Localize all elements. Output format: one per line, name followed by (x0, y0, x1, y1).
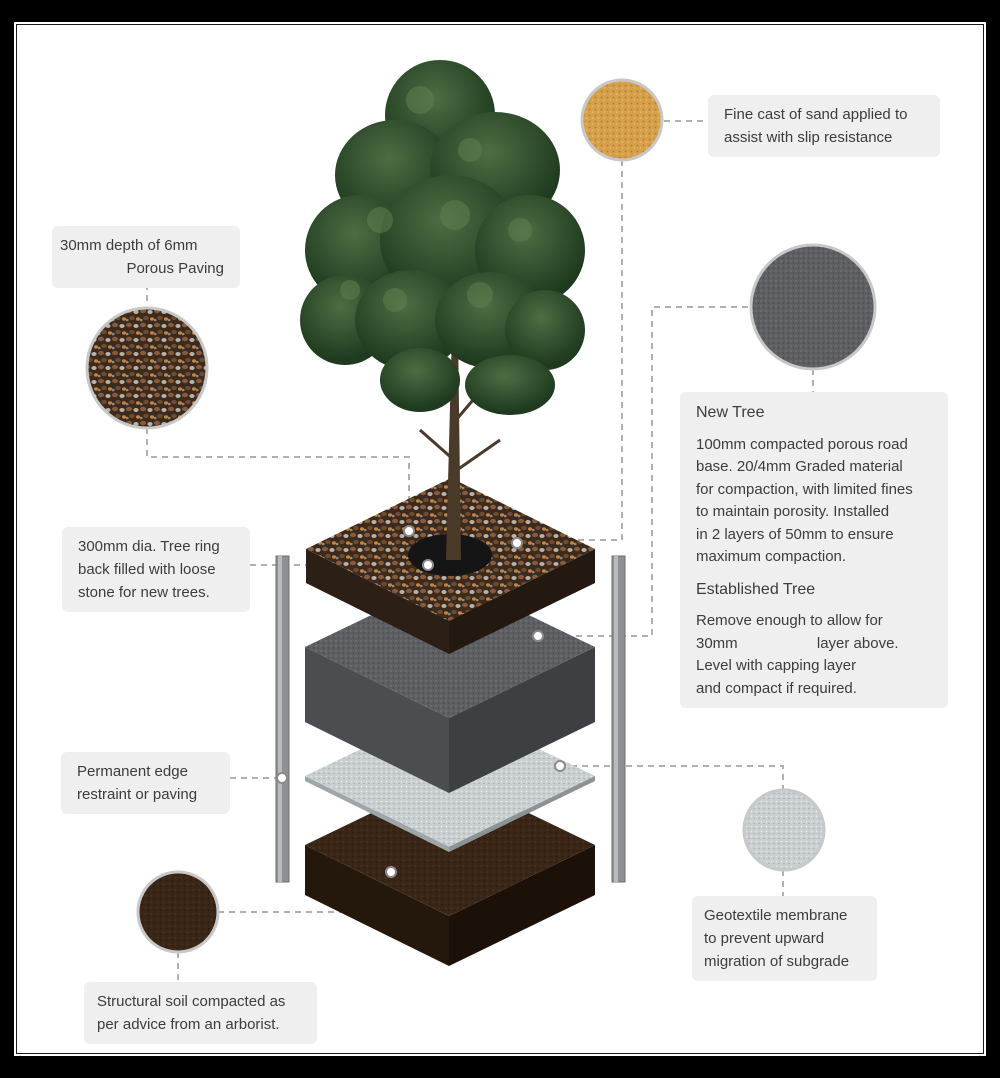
road-base-label (680, 392, 948, 708)
established-tree-line: 30mm layer above. (696, 634, 899, 652)
paving-label-line: Porous Paving (126, 260, 224, 277)
soil-swatch-icon (138, 872, 218, 952)
new-tree-line: in 2 layers of 50mm to ensure (696, 525, 894, 543)
new-tree-line: maximum compaction. (696, 548, 847, 565)
established-tree-line: and compact if required. (696, 679, 857, 697)
soil-label (84, 982, 317, 1044)
tree-ring-label (62, 527, 250, 612)
soil-label-line: per advice from an arborist. (97, 1016, 280, 1033)
geotextile-label-line: to prevent upward (704, 930, 825, 947)
new-tree-line: for compaction, with limited fines (696, 480, 913, 498)
edge-label-line: restraint or paving (77, 786, 198, 803)
road-base-swatch-icon (751, 245, 875, 369)
membrane-swatch-icon (744, 790, 824, 870)
paving-label (52, 226, 240, 288)
established-tree-line: Level with capping layer (696, 657, 857, 674)
edge-label-line: Permanent edge (77, 763, 188, 780)
geotextile-label (692, 896, 877, 981)
sand-label (708, 95, 940, 157)
new-tree-heading: New Tree (696, 404, 765, 421)
established-tree-heading: Established Tree (696, 580, 816, 598)
leader-paving-down (147, 428, 409, 531)
established-tree-line: Remove enough to allow for (696, 612, 883, 629)
soil-label-line: Structural soil compacted as (97, 993, 286, 1010)
sand-swatch-icon (582, 80, 662, 160)
sand-label-line: Fine cast of sand applied to (724, 106, 908, 123)
tree-ring-label-line: stone for new trees. (78, 584, 210, 601)
geotextile-label-line: migration of subgrade (704, 953, 850, 970)
tree-ring-label-line: back filled with loose (78, 561, 216, 578)
new-tree-line: base. 20/4mm Graded material (696, 458, 903, 475)
geotextile-label-line: Geotextile membrane (704, 907, 848, 924)
new-tree-line: 100mm compacted porous road (696, 435, 908, 453)
paving-label-line: 30mm depth of 6mm (60, 237, 198, 254)
paving-swatch-icon (87, 308, 207, 428)
new-tree-line: to maintain porosity. Installed (696, 503, 890, 520)
tree-ring-label-line: 300mm dia. Tree ring (78, 538, 220, 555)
edge-restraint-label (61, 752, 230, 814)
sand-label-line: assist with slip resistance (724, 129, 893, 146)
